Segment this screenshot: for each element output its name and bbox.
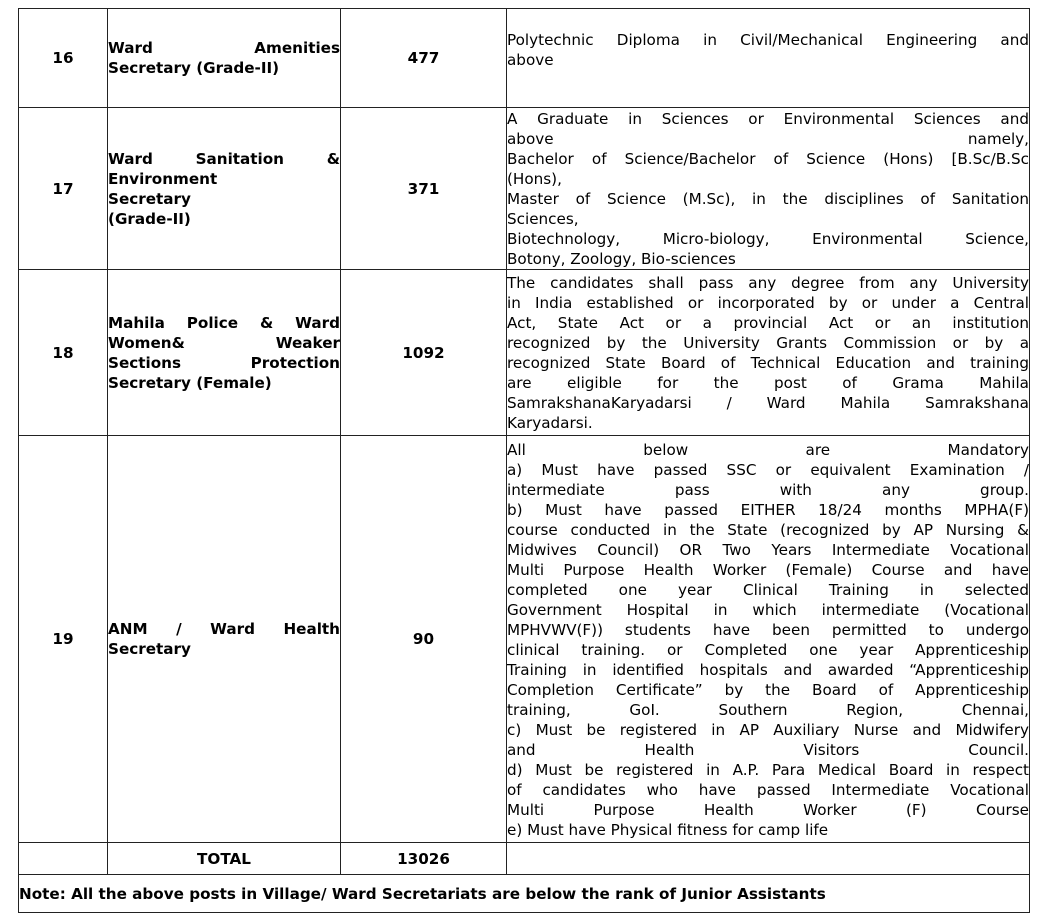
table-row — [19, 108, 1030, 270]
qualification-line: SamrakshanaKaryadarsi / Ward Mahila Samrakshana — [507, 394, 1029, 412]
qualification — [507, 270, 1030, 436]
note-text: Note: All the above posts in Village/ Ward Secretariats are below the rank of Junior Assistants — [19, 875, 1030, 913]
total-label: TOTAL — [108, 843, 341, 875]
post-name-line: Mahila Police & Ward — [108, 313, 340, 332]
posts-table — [18, 8, 1030, 913]
qualification-line: d) Must be registered in A.P. Para Medical Board in respect — [507, 760, 1029, 779]
qualification-line: Master of Science (M.Sc), in the disciplines of Sanitation — [507, 190, 1029, 208]
post-name-line: Secretary — [108, 189, 191, 208]
qualification-line: above namely, — [507, 130, 1029, 148]
total-empty-cell — [507, 843, 1030, 875]
post-name-line: Women& Weaker — [108, 333, 340, 352]
post-name-line: ANM / Ward Health — [108, 620, 340, 638]
qualification-line: b) Must have passed EITHER 18/24 months MPHA(F) — [507, 500, 1029, 519]
post-name — [108, 270, 341, 436]
qualification-line: Training in identified hospitals and awarded “Apprenticeship — [507, 660, 1029, 679]
post-name — [108, 9, 341, 108]
qualification-line: recognized State Board of Technical Education and training — [507, 354, 1029, 372]
qualification-line: above — [507, 51, 554, 69]
qualification-line: Biotechnology, Micro-biology, Environmental Science, — [507, 230, 1029, 248]
qualification-line: in India established or incorporated by or under a Central — [507, 294, 1029, 312]
note-row — [19, 875, 1030, 913]
qualification — [507, 9, 1030, 108]
vacancy-count: 371 — [341, 108, 507, 270]
post-name-line: Sections Protection — [108, 353, 340, 372]
table-row — [19, 9, 1030, 108]
qualification-line: intermediate pass with any group. — [507, 480, 1029, 499]
post-name — [108, 108, 341, 270]
qualification-line: MPHVWV(F)) students have been permitted to undergo — [507, 620, 1029, 639]
qualification-line: Midwives Council) OR Two Years Intermediate Vocational — [507, 540, 1029, 559]
qualification-line: The candidates shall pass any degree from any University — [507, 274, 1029, 292]
post-name-line: Secretary — [108, 640, 191, 658]
qualification-line: completed one year Clinical Training in selected — [507, 580, 1029, 599]
vacancy-count: 90 — [341, 436, 507, 843]
total-value: 13026 — [341, 843, 507, 875]
post-name-line: Secretary (Grade-II) — [108, 59, 280, 77]
vacancy-count: 1092 — [341, 270, 507, 436]
post-name-line: (Grade-II) — [108, 209, 191, 228]
qualification-line: Bachelor of Science/Bachelor of Science (Hons) [B.Sc/B.Sc — [507, 150, 1029, 168]
qualification-line: a) Must have passed SSC or equivalent Examination / — [507, 460, 1029, 479]
qualification-line: A Graduate in Sciences or Environmental Sciences and — [507, 110, 1029, 128]
qualification-line: and Health Visitors Council. — [507, 740, 1029, 759]
qualification-line: Government Hospital in which intermediate (Vocational — [507, 600, 1029, 619]
qualification-line: Completion Certificate” by the Board of Apprenticeship — [507, 680, 1029, 699]
qualification-line: of candidates who have passed Intermediate Vocational — [507, 780, 1029, 799]
qualification-line: Polytechnic Diploma in Civil/Mechanical Engineering and — [507, 31, 1029, 49]
qualification-line: All below are Mandatory — [507, 440, 1029, 459]
qualification-line: Sciences, — [507, 210, 579, 228]
total-empty-cell — [19, 843, 108, 875]
qualification-line: Multi Purpose Health Worker (F) Course — [507, 800, 1029, 819]
qualification-line: Karyadarsi. — [507, 414, 593, 432]
qualification-line: c) Must be registered in AP Auxiliary Nurse and Midwifery — [507, 720, 1029, 739]
post-name-line: Ward Amenities — [108, 39, 340, 57]
post-name-line: Secretary (Female) — [108, 373, 272, 392]
qualification-line: recognized by the University Grants Commission or by a — [507, 334, 1029, 352]
post-name — [108, 436, 341, 843]
qualification-line: Act, State Act or a provincial Act or an institution — [507, 314, 1029, 332]
serial-number: 16 — [19, 9, 108, 108]
qualification-line: Botony, Zoology, Bio-sciences — [507, 250, 736, 268]
qualification-line: training, GoI. Southern Region, Chennai, — [507, 700, 1029, 719]
qualification-line: e) Must have Physical fitness for camp life — [507, 820, 829, 839]
post-name-line: Environment — [108, 169, 218, 188]
qualification — [507, 436, 1030, 843]
total-row — [19, 843, 1030, 875]
post-name-line: Ward Sanitation & — [108, 149, 340, 168]
qualification-line: are eligible for the post of Grama Mahila — [507, 374, 1029, 392]
qualification — [507, 108, 1030, 270]
qualification-line: (Hons), — [507, 170, 562, 188]
serial-number: 17 — [19, 108, 108, 270]
serial-number: 18 — [19, 270, 108, 436]
vacancy-count: 477 — [341, 9, 507, 108]
serial-number: 19 — [19, 436, 108, 843]
qualification-line: Multi Purpose Health Worker (Female) Course and have — [507, 560, 1029, 579]
table-row — [19, 436, 1030, 843]
qualification-line: clinical training. or Completed one year Apprenticeship — [507, 640, 1029, 659]
table-row — [19, 270, 1030, 436]
qualification-line: course conducted in the State (recognized by AP Nursing & — [507, 520, 1029, 539]
